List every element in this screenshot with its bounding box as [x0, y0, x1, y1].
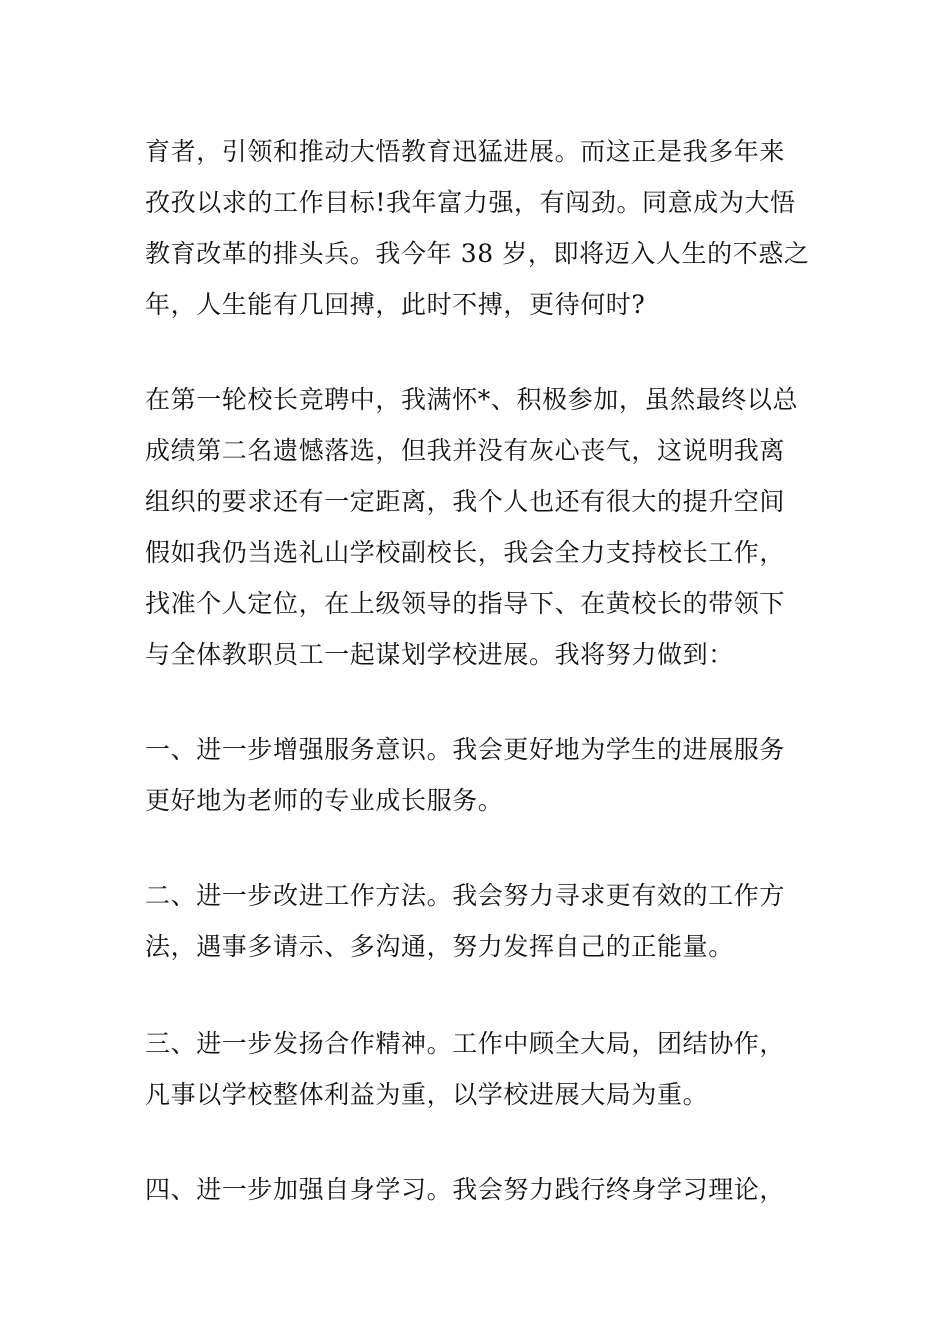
paragraph-5	[145, 1018, 815, 1120]
paragraph-1	[145, 126, 815, 330]
text-line: 组织的要求还有一定距离，我个人也还有很大的提升空间	[145, 487, 786, 516]
paragraph-3	[145, 724, 815, 826]
text-line: 在第一轮校长竞聘中，我满怀*、积极参加，虽然最终以总	[145, 385, 799, 414]
text-line: 教育改革的排头兵。我今年 38 岁，即将迈入人生的不惑之	[145, 239, 810, 268]
paragraph-2	[145, 374, 815, 680]
text-line: 找准个人定位，在上级领导的指导下、在黄校长的带领下	[145, 589, 786, 618]
text-line: 育者，引领和推动大悟教育迅猛进展。而这正是我多年来	[145, 137, 786, 166]
paragraph-6	[145, 1164, 815, 1215]
text-line: 年，人生能有几回搏，此时不搏，更待何时?	[145, 290, 646, 319]
text-line: 与全体教职员工一起谋划学校进展。我将努力做到：	[145, 640, 734, 669]
text-line: 二、进一步改进工作方法。我会努力寻求更有效的工作方	[145, 881, 786, 910]
text-line: 孜孜以求的工作目标!我年富力强，有闯劲。同意成为大悟	[145, 188, 796, 217]
text-line: 成绩第二名遗憾落选，但我并没有灰心丧气，这说明我离	[145, 436, 786, 465]
text-line: 四、进一步加强自身学习。我会努力践行终身学习理论，	[145, 1175, 786, 1204]
text-line: 法，遇事多请示、多沟通，努力发挥自己的正能量。	[145, 932, 734, 961]
text-line: 三、进一步发扬合作精神。工作中顾全大局，团结协作，	[145, 1029, 786, 1058]
paragraph-4	[145, 870, 815, 972]
text-line: 更好地为老师的专业成长服务。	[145, 786, 504, 815]
text-line: 一、进一步增强服务意识。我会更好地为学生的进展服务	[145, 735, 786, 764]
text-line: 凡事以学校整体利益为重，以学校进展大局为重。	[145, 1080, 709, 1109]
text-line: 假如我仍当选礼山学校副校长，我会全力支持校长工作，	[145, 538, 786, 567]
